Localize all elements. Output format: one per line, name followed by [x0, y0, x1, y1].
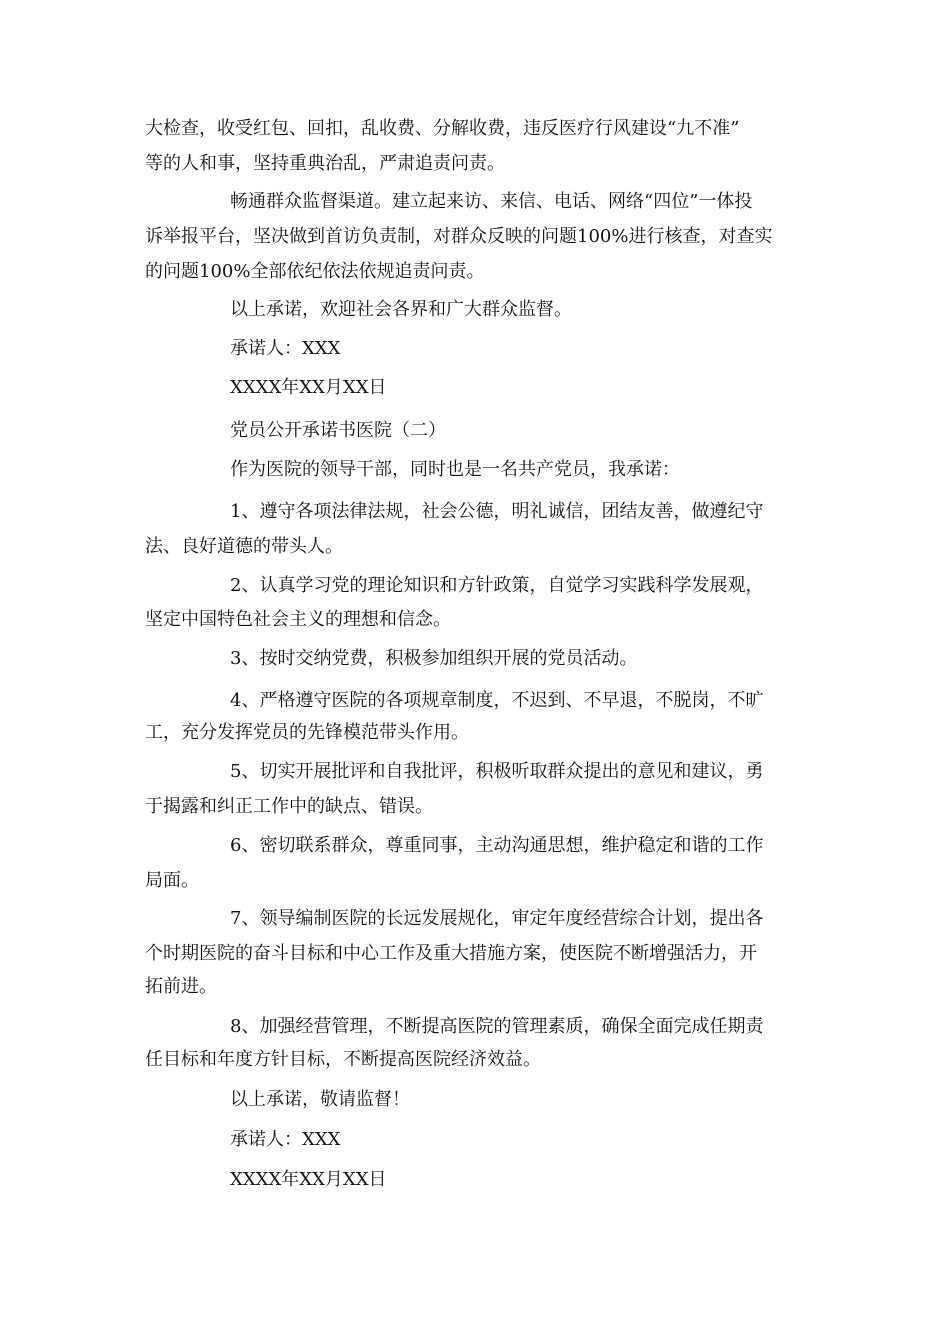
list-item-7-line: 拓前进。 [145, 976, 217, 997]
list-item-8-line: 任目标和年度方针目标，不断提高医院经济效益。 [145, 1049, 541, 1070]
list-item-2-line: 2、认真学习党的理论知识和方针政策，自觉学习实践科学发展观， [230, 575, 764, 596]
list-item-4-line: 4、严格遵守医院的各项规章制度，不迟到、不早退，不脱岗，不旷 [230, 690, 764, 711]
closing-line: 以上承诺，欢迎社会各界和广大群众监督。 [230, 299, 572, 320]
date-line: XXXX年XX月XX日 [230, 1169, 387, 1190]
signer-line: 承诺人：XXX [230, 1129, 341, 1150]
list-item-8-line: 8、加强经营管理，不断提高医院的管理素质，确保全面完成任期责 [230, 1016, 764, 1037]
list-item-3-line: 3、按时交纳党费，积极参加组织开展的党员活动。 [230, 648, 638, 669]
date-line: XXXX年XX月XX日 [230, 377, 387, 398]
paragraph-line: 畅通群众监督渠道。建立起来访、来信、电话、网络“四位”一体投 [230, 191, 753, 212]
list-item-7-line: 7、领导编制医院的长远发展规化，审定年度经营综合计划，提出各 [230, 908, 764, 929]
list-item-4-line: 工，充分发挥党员的先锋模范带头作用。 [145, 722, 469, 743]
list-item-5-line: 5、切实开展批评和自我批评，积极听取群众提出的意见和建议，勇 [230, 761, 764, 782]
paragraph-line: 诉举报平台，坚决做到首访负责制，对群众反映的问题100%进行核查，对查实 [145, 226, 773, 247]
paragraph-line: 等的人和事，坚持重典治乱，严肃追责问责。 [145, 153, 505, 174]
list-item-1-line: 1、遵守各项法律法规，社会公德，明礼诚信，团结友善，做遵纪守 [230, 501, 764, 522]
paragraph-line: 的问题100%全部依纪依法依规追责问责。 [145, 261, 485, 282]
list-item-7-line: 个时期医院的奋斗目标和中心工作及重大措施方案，使医院不断增强活力，开 [145, 943, 757, 964]
list-item-5-line: 于揭露和纠正工作中的缺点、错误。 [145, 796, 433, 817]
section-title: 党员公开承诺书医院（二） [230, 420, 446, 441]
list-item-2-line: 坚定中国特色社会主义的理想和信念。 [145, 609, 451, 630]
paragraph-line: 大检查，收受红包、回扣，乱收费、分解收费，违反医疗行风建设“九不准” [145, 118, 740, 139]
list-item-1-line: 法、良好道德的带头人。 [145, 536, 343, 557]
list-item-6-line: 局面。 [145, 870, 199, 891]
signer-line: 承诺人：XXX [230, 338, 341, 359]
closing-line: 以上承诺，敬请监督！ [230, 1089, 410, 1110]
intro-line: 作为医院的领导干部，同时也是一名共产党员，我承诺： [230, 459, 680, 480]
list-item-6-line: 6、密切联系群众，尊重同事，主动沟通思想，维护稳定和谐的工作 [230, 835, 764, 856]
